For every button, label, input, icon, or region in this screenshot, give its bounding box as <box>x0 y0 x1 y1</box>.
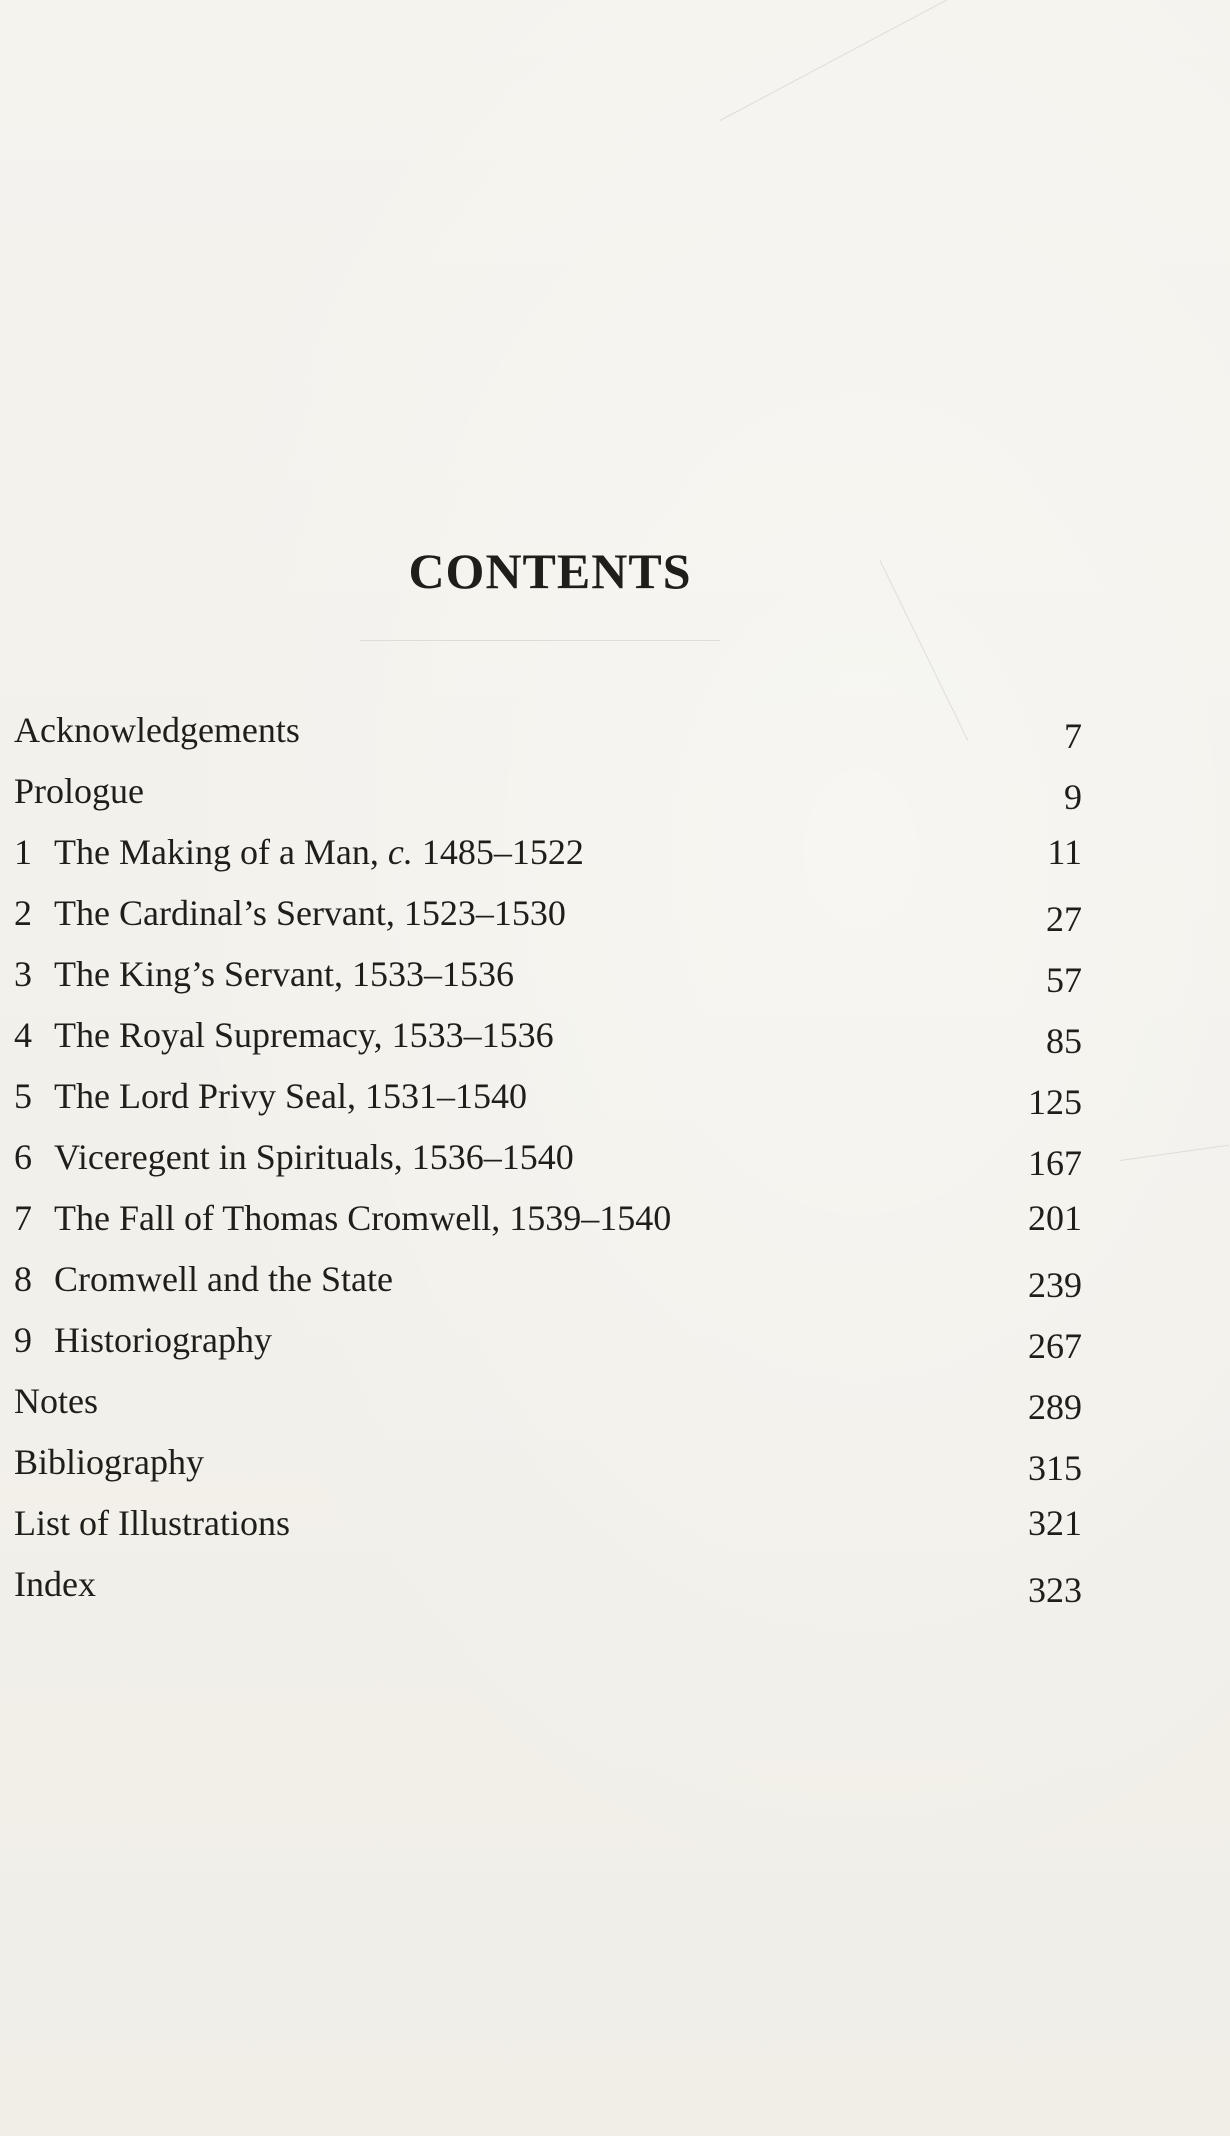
toc-entry-page: 7 <box>1064 716 1082 756</box>
toc-entry-number: 6 <box>14 1137 32 1177</box>
toc-entry-page: 57 <box>1046 960 1082 1000</box>
toc-entry-index <box>14 1554 1082 1615</box>
toc-entry-page: 239 <box>1028 1265 1082 1305</box>
toc-entry-page: 9 <box>1064 777 1082 817</box>
toc-entry-page: 323 <box>1028 1570 1082 1610</box>
toc-entry-title: Viceregent in Spirituals, 1536–1540 <box>54 1137 574 1177</box>
toc-entry-title-italic: c. <box>387 832 413 872</box>
toc-entry-number: 4 <box>14 1015 32 1055</box>
toc-entry-title-part: The Making of a Man, <box>54 832 388 872</box>
toc-entry-page: 11 <box>1047 832 1082 872</box>
paper-scratch <box>1120 1145 1229 1161</box>
toc-entry-title: List of Illustrations <box>14 1503 290 1543</box>
toc-entry-number: 2 <box>14 893 32 933</box>
toc-entry-title: The Lord Privy Seal, 1531–1540 <box>54 1076 527 1116</box>
table-of-contents <box>14 700 1082 1615</box>
toc-entry-number: 5 <box>14 1076 32 1116</box>
toc-entry-page: 125 <box>1028 1082 1082 1122</box>
toc-entry-chapter-6 <box>14 1127 1082 1188</box>
toc-entry-number: 1 <box>14 832 32 872</box>
toc-entry-bibliography <box>14 1432 1082 1493</box>
toc-entry-title: The Fall of Thomas Cromwell, 1539–1540 <box>54 1198 672 1238</box>
toc-entry-title: The Royal Supremacy, 1533–1536 <box>54 1015 554 1055</box>
toc-entry-number: 3 <box>14 954 32 994</box>
toc-entry-page: 167 <box>1028 1143 1082 1183</box>
toc-entry-title: Cromwell and the State <box>54 1259 393 1299</box>
toc-entry-notes <box>14 1371 1082 1432</box>
toc-entry-title: Prologue <box>14 771 144 811</box>
toc-entry-chapter-5 <box>14 1066 1082 1127</box>
toc-entry-list-of-illustrations <box>14 1493 1082 1554</box>
toc-entry-page: 315 <box>1028 1448 1082 1488</box>
toc-entry-prologue <box>14 761 1082 822</box>
toc-entry-chapter-9 <box>14 1310 1082 1371</box>
toc-entry-page: 289 <box>1028 1387 1082 1427</box>
toc-entry-title: Index <box>14 1564 96 1604</box>
toc-entry-chapter-2 <box>14 883 1082 944</box>
toc-entry-page: 85 <box>1046 1021 1082 1061</box>
toc-entry-title: The King’s Servant, 1533–1536 <box>54 954 514 994</box>
toc-entry-title: Historiography <box>54 1320 272 1360</box>
toc-entry-chapter-7 <box>14 1188 1082 1249</box>
toc-entry-page: 27 <box>1046 899 1082 939</box>
toc-entry-title <box>54 822 1047 883</box>
toc-entry-title: Bibliography <box>14 1442 204 1482</box>
toc-entry-chapter-3 <box>14 944 1082 1005</box>
toc-entry-chapter-1 <box>14 822 1082 883</box>
toc-entry-chapter-4 <box>14 1005 1082 1066</box>
toc-entry-title-part: 1485–1522 <box>412 832 584 872</box>
page-title: CONTENTS <box>408 542 692 599</box>
toc-entry-number: 7 <box>14 1198 32 1238</box>
toc-entry-number: 8 <box>14 1259 32 1299</box>
toc-entry-chapter-8 <box>14 1249 1082 1310</box>
toc-entry-title: Acknowledgements <box>14 710 300 750</box>
paper-scratch <box>360 640 720 641</box>
toc-entry-title: The Cardinal’s Servant, 1523–1530 <box>54 893 566 933</box>
paper-scratch <box>720 0 950 121</box>
toc-entry-acknowledgements <box>14 700 1082 761</box>
toc-entry-page: 321 <box>1028 1503 1082 1543</box>
toc-entry-page: 267 <box>1028 1326 1082 1366</box>
toc-entry-page: 201 <box>1028 1198 1082 1238</box>
toc-entry-number: 9 <box>14 1320 32 1360</box>
toc-entry-title: Notes <box>14 1381 98 1421</box>
